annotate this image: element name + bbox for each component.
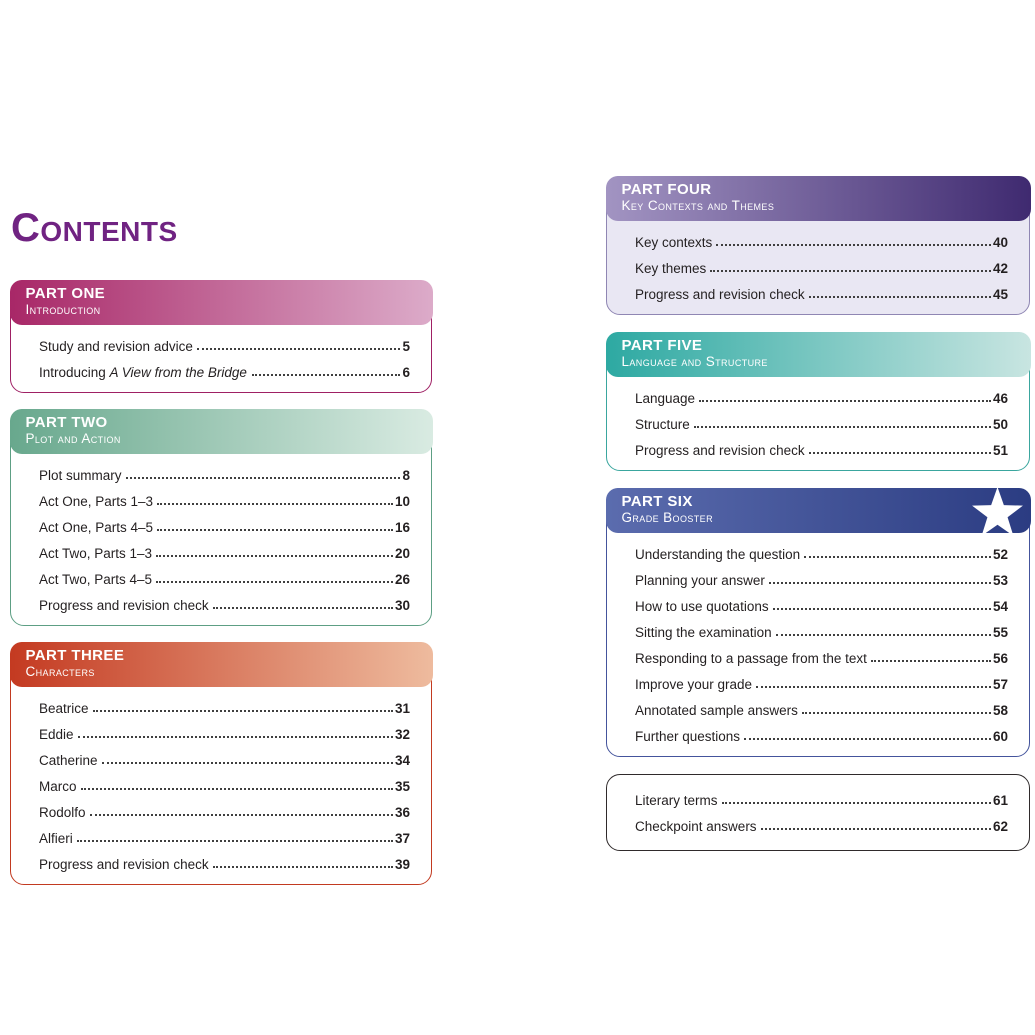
toc-entry-page-number: 26 [394, 572, 410, 588]
part-subtitle: Characters [25, 664, 95, 680]
toc-entry [635, 540, 1008, 566]
toc-entry-label-italic: A View from the Bridge [109, 365, 247, 381]
toc-entry-label: Introducing A View from the Bridge [39, 365, 247, 381]
toc-entry [39, 539, 410, 565]
part-subtitle: Key Contexts and Themes [621, 198, 775, 214]
section-body-part-six [607, 533, 1029, 756]
part-label: PART TWO [25, 413, 108, 431]
toc-entry-page-number: 61 [992, 793, 1008, 809]
toc-entry [635, 644, 1008, 670]
toc-entry-label: Further questions [635, 729, 741, 745]
section-header-part-four [606, 176, 1031, 222]
toc-entry-page-number: 45 [992, 287, 1008, 303]
dotted-leader [694, 426, 991, 428]
toc-entry-label: Annotated sample answers [635, 703, 798, 719]
toc-entry-label: Progress and revision check [39, 598, 209, 614]
toc-entry-page-number: 20 [394, 546, 410, 562]
part-subtitle: Introduction [25, 302, 101, 318]
toc-entry-label: Improve your grade [635, 677, 753, 693]
toc-entry-page-number: 34 [394, 753, 410, 769]
toc-entry-page-number: 58 [992, 703, 1008, 719]
section-body-part-four [607, 221, 1029, 314]
toc-entry-page-number: 46 [992, 391, 1008, 407]
toc-entry-label: Catherine [39, 753, 98, 769]
toc-entry-label: Structure [635, 417, 690, 433]
section-body-appendix [607, 775, 1029, 850]
toc-entry [635, 436, 1008, 462]
section-body-part-three [11, 687, 431, 884]
toc-entry-label: Progress and revision check [39, 857, 209, 873]
toc-entry-page-number: 37 [394, 831, 410, 847]
toc-entry-label: Act Two, Parts 4–5 [39, 572, 153, 588]
toc-entry-page-number: 31 [394, 701, 410, 717]
toc-entry-page-number: 35 [394, 779, 410, 795]
toc-entry [39, 461, 410, 487]
dotted-leader [773, 608, 991, 610]
toc-entry [635, 384, 1008, 410]
toc-entry [635, 618, 1008, 644]
section-header-part-three [10, 642, 433, 688]
dotted-leader [93, 710, 393, 712]
toc-entry-label: Sitting the examination [635, 625, 772, 641]
toc-entry [39, 746, 410, 772]
dotted-leader [213, 866, 393, 868]
toc-entry [635, 592, 1008, 618]
part-label: PART FIVE [621, 336, 703, 354]
dotted-leader [802, 712, 991, 714]
section-part-two [10, 409, 432, 626]
toc-entry-label: Language [635, 391, 696, 407]
dotted-leader [710, 270, 991, 272]
part-subtitle: Language and Structure [621, 354, 768, 370]
toc-entry [39, 513, 410, 539]
toc-entry [39, 694, 410, 720]
toc-entry-label: Act Two, Parts 1–3 [39, 546, 153, 562]
toc-entry-label: Beatrice [39, 701, 89, 717]
dotted-leader [157, 503, 393, 505]
section-part-five [606, 332, 1030, 471]
toc-entry-page-number: 53 [992, 573, 1008, 589]
toc-entry-page-number: 36 [394, 805, 410, 821]
toc-entry-label: Understanding the question [635, 547, 801, 563]
part-label: PART FOUR [621, 180, 712, 198]
toc-entry-page-number: 16 [394, 520, 410, 536]
section-header-part-two [10, 409, 433, 455]
toc-entry-label: Act One, Parts 1–3 [39, 494, 154, 510]
toc-entry-label: Checkpoint answers [635, 819, 757, 835]
toc-entry [39, 720, 410, 746]
toc-entry-label: Study and revision advice [39, 339, 193, 355]
dotted-leader [722, 802, 991, 804]
dotted-leader [102, 762, 393, 764]
toc-entry-label: Eddie [39, 727, 74, 743]
page-title: Contents [11, 206, 178, 250]
section-header-part-five [606, 332, 1031, 378]
section-body-part-five [607, 377, 1029, 470]
toc-entry-page-number: 8 [402, 468, 410, 484]
toc-entry-label: Act One, Parts 4–5 [39, 520, 154, 536]
dotted-leader [252, 374, 401, 376]
section-part-four [606, 176, 1030, 315]
right-column [606, 176, 1030, 868]
toc-entry-page-number: 51 [992, 443, 1008, 459]
dotted-leader [716, 244, 991, 246]
toc-entry-page-number: 30 [394, 598, 410, 614]
toc-entry-label: How to use quotations [635, 599, 769, 615]
toc-entry [39, 565, 410, 591]
part-label: PART ONE [25, 284, 106, 302]
toc-entry [635, 410, 1008, 436]
part-label: PART THREE [25, 646, 125, 664]
dotted-leader [699, 400, 991, 402]
toc-entry-page-number: 50 [992, 417, 1008, 433]
toc-entry-page-number: 60 [992, 729, 1008, 745]
dotted-leader [77, 840, 393, 842]
section-header-part-one [10, 280, 433, 326]
toc-entry-label: Key contexts [635, 235, 713, 251]
toc-entry-label: Literary terms [635, 793, 718, 809]
toc-entry-page-number: 57 [992, 677, 1008, 693]
part-subtitle: Plot and Action [25, 431, 121, 447]
dotted-leader [156, 555, 393, 557]
part-label: PART SIX [621, 492, 693, 510]
toc-entry [39, 798, 410, 824]
toc-entry-page-number: 62 [992, 819, 1008, 835]
toc-entry-page-number: 42 [992, 261, 1008, 277]
toc-entry [635, 812, 1008, 838]
section-body-part-two [11, 454, 431, 625]
section-part-six [606, 488, 1030, 757]
toc-entry-page-number: 55 [992, 625, 1008, 641]
section-header-part-six [606, 488, 1031, 534]
toc-entry-label: Responding to a passage from the text [635, 651, 867, 667]
dotted-leader [126, 477, 401, 479]
section-appendix [606, 774, 1030, 851]
dotted-leader [156, 581, 393, 583]
toc-entry [39, 332, 410, 358]
dotted-leader [809, 296, 991, 298]
dotted-leader [213, 607, 393, 609]
toc-entry [39, 824, 410, 850]
toc-entry-page-number: 32 [394, 727, 410, 743]
toc-entry [635, 280, 1008, 306]
toc-entry-page-number: 39 [394, 857, 410, 873]
toc-entry-page-number: 56 [992, 651, 1008, 667]
toc-entry-label: Plot summary [39, 468, 122, 484]
toc-entry-label: Key themes [635, 261, 707, 277]
toc-entry-label: Alfieri [39, 831, 73, 847]
toc-entry-page-number: 54 [992, 599, 1008, 615]
toc-entry [635, 722, 1008, 748]
toc-entry [39, 358, 410, 384]
dotted-leader [769, 582, 991, 584]
dotted-leader [871, 660, 991, 662]
toc-entry [635, 670, 1008, 696]
toc-entry [39, 591, 410, 617]
dotted-leader [157, 529, 393, 531]
dotted-leader [90, 814, 393, 816]
toc-entry-page-number: 5 [402, 339, 410, 355]
toc-entry [39, 772, 410, 798]
toc-entry-label: Marco [39, 779, 77, 795]
dotted-leader [761, 828, 991, 830]
toc-entry [635, 786, 1008, 812]
section-part-three [10, 642, 432, 885]
toc-entry-page-number: 6 [402, 365, 410, 381]
toc-entry-page-number: 10 [394, 494, 410, 510]
toc-entry-label: Rodolfo [39, 805, 86, 821]
star-icon [971, 486, 1024, 539]
toc-entry-page-number: 52 [992, 547, 1008, 563]
toc-entry-label: Planning your answer [635, 573, 765, 589]
dotted-leader [81, 788, 393, 790]
toc-entry-label: Progress and revision check [635, 287, 805, 303]
dotted-leader [776, 634, 991, 636]
toc-entry-page-number: 40 [992, 235, 1008, 251]
left-column [10, 280, 432, 901]
dotted-leader [197, 348, 401, 350]
section-part-one [10, 280, 432, 393]
toc-entry-label: Progress and revision check [635, 443, 805, 459]
dotted-leader [809, 452, 991, 454]
dotted-leader [78, 736, 393, 738]
toc-entry [635, 228, 1008, 254]
toc-entry [635, 254, 1008, 280]
section-body-part-one [11, 325, 431, 392]
toc-entry [635, 566, 1008, 592]
toc-entry [39, 850, 410, 876]
dotted-leader [744, 738, 991, 740]
dotted-leader [756, 686, 991, 688]
toc-entry [635, 696, 1008, 722]
toc-entry [39, 487, 410, 513]
part-subtitle: Grade Booster [621, 510, 713, 526]
dotted-leader [804, 556, 991, 558]
